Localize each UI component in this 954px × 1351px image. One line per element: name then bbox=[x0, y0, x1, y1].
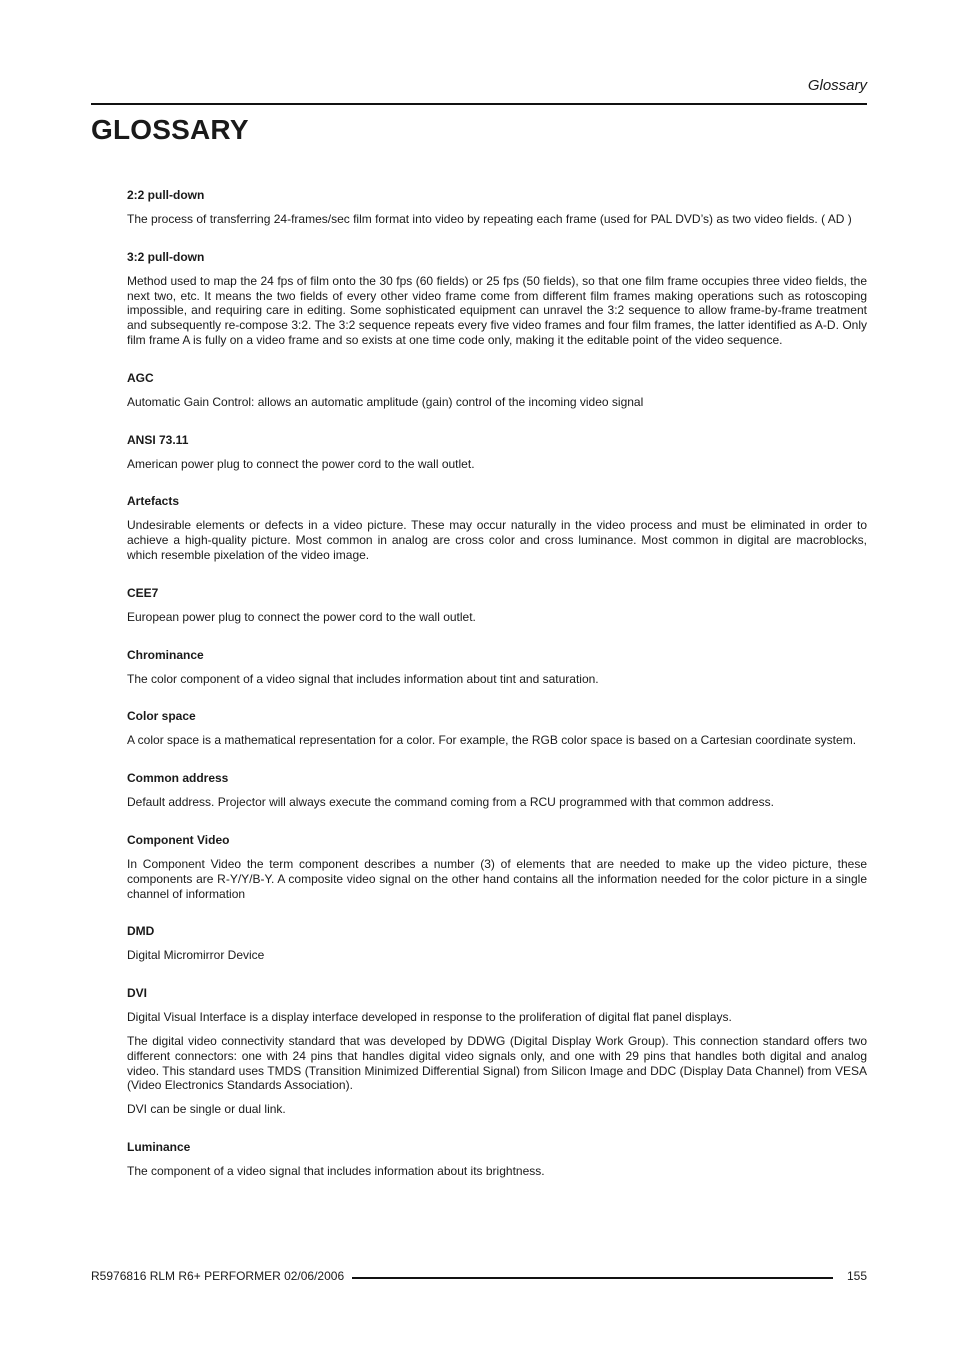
glossary-entry bbox=[127, 771, 867, 810]
glossary-entry bbox=[127, 433, 867, 472]
glossary-term: ANSI 73.11 bbox=[127, 432, 189, 447]
glossary-term: Luminance bbox=[127, 1139, 191, 1154]
page-footer bbox=[91, 1269, 867, 1283]
glossary-entry bbox=[127, 188, 867, 227]
page-number: 155 bbox=[846, 1269, 867, 1283]
glossary-definition: In Component Video the term component describes a number (3) of elements that are needed to make up the video picture, these components are R-Y/Y/B-Y. A composite video signal on the other hand contains all the information needed for the color picture in a single channel of information bbox=[127, 856, 867, 901]
glossary-term: CEE7 bbox=[127, 585, 159, 600]
footer-divider bbox=[352, 1277, 833, 1279]
glossary-entry bbox=[127, 833, 867, 901]
page-title: GLOSSARY bbox=[91, 114, 249, 145]
glossary-definition: Method used to map the 24 fps of film onto the 30 fps (60 fields) or 25 fps (50 fields), so that one film frame occupies three video fields, the next two, etc. It means the two fields of every other video frame come from different film frames making operations such as rotoscoping impossible, and requiring care in editing. Some sophisticated equipment can unravel the 3:2 sequence to allow frame-by-frame treatment and subsequently re-compose 3:2. The 3:2 sequence repeats every five video frames and four film frames, the latter identified as A-D. Only film frame A is fully on a video frame and so exists at one time code only, making it the editable point of the video sequence. bbox=[127, 273, 867, 347]
glossary-term: Common address bbox=[127, 771, 229, 786]
glossary-term: Chrominance bbox=[127, 647, 204, 662]
glossary-entry bbox=[127, 250, 867, 348]
glossary-definition: European power plug to connect the power cord to the wall outlet. bbox=[127, 609, 476, 624]
glossary-entry bbox=[127, 986, 867, 1117]
glossary-entry bbox=[127, 1140, 867, 1179]
glossary-entry bbox=[127, 586, 867, 625]
glossary-term: Color space bbox=[127, 709, 196, 724]
glossary-definition: The digital video connectivity standard that was developed by DDWG (Digital Display Work Group). This connection standard offers two different connectors: one with 24 pins that handles digital video signals only, and one with 29 pins that handles both digital and analog video. This standard uses TMDS (Transition Minimized Differential Signal) from Silicon Image and DDC (Display Data Channel) from VESA (Video Electronics Standards Association). bbox=[127, 1033, 867, 1093]
glossary-definition: Automatic Gain Control: allows an automatic amplitude (gain) control of the incoming video signal bbox=[127, 394, 644, 409]
running-header: Glossary bbox=[807, 77, 867, 94]
glossary-list bbox=[127, 188, 867, 1202]
glossary-entry bbox=[127, 709, 867, 748]
glossary-definition: A color space is a mathematical representation for a color. For example, the RGB color space is based on a Cartesian coordinate system. bbox=[127, 733, 857, 748]
glossary-term: 2:2 pull-down bbox=[127, 188, 205, 202]
glossary-entry bbox=[127, 924, 867, 963]
glossary-term: 3:2 pull-down bbox=[127, 249, 205, 264]
glossary-definition: The process of transferring 24-frames/sec film format into video by repeating each frame (used for PAL DVD’s) as two video fields. ( AD ) bbox=[127, 212, 852, 226]
glossary-term: Component Video bbox=[127, 832, 230, 847]
glossary-definition: Digital Micromirror Device bbox=[127, 948, 265, 963]
footer-doc-info: R5976816 RLM R6+ PERFORMER 02/06/2006 bbox=[91, 1269, 345, 1283]
glossary-definition: The component of a video signal that includes information about its brightness. bbox=[127, 1163, 545, 1178]
glossary-term: AGC bbox=[127, 370, 154, 385]
glossary-definition: American power plug to connect the power cord to the wall outlet. bbox=[127, 456, 475, 471]
glossary-term: DMD bbox=[127, 924, 155, 939]
glossary-definition: DVI can be single or dual link. bbox=[127, 1102, 286, 1117]
glossary-definition: Digital Visual Interface is a display interface developed in response to the proliferation of digital flat panel displays. bbox=[127, 1010, 732, 1025]
glossary-definition: Undesirable elements or defects in a video picture. These may occur naturally in the video process and must be eliminated in order to achieve a high-quality picture. Most common in analog are cross color and cross luminance. Most common in digital are macroblocks, which resemble pixelation of the video image. bbox=[127, 518, 867, 562]
glossary-entry bbox=[127, 648, 867, 687]
glossary-entry bbox=[127, 494, 867, 562]
header-divider bbox=[91, 103, 867, 105]
glossary-definition: Default address. Projector will always execute the command coming from a RCU programmed with that common address. bbox=[127, 795, 774, 810]
glossary-term: Artefacts bbox=[127, 494, 180, 509]
glossary-entry bbox=[127, 371, 867, 410]
glossary-term: DVI bbox=[127, 986, 148, 1001]
glossary-definition: The color component of a video signal that includes information about tint and saturation. bbox=[127, 671, 599, 686]
